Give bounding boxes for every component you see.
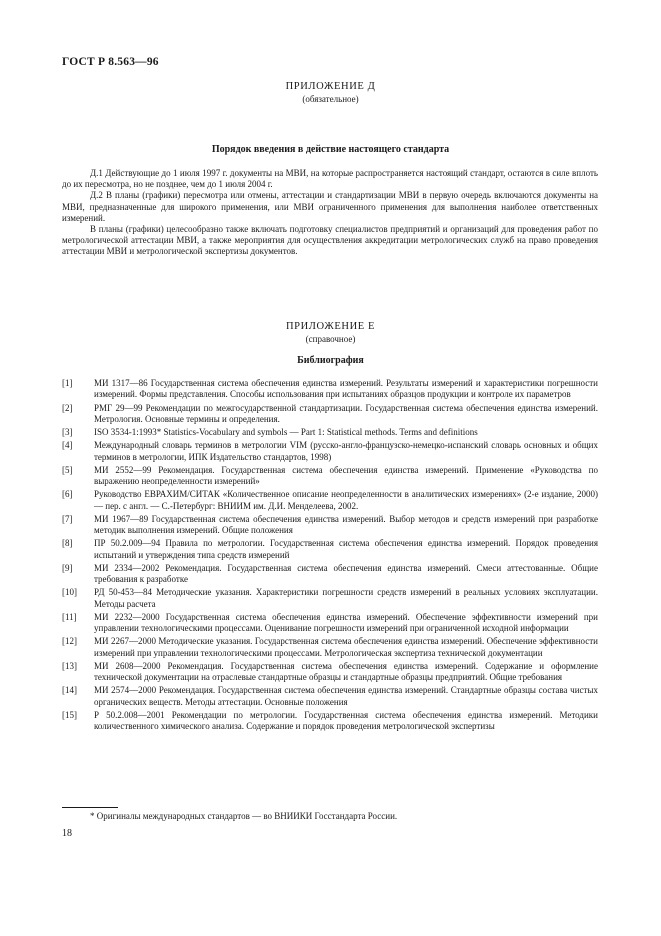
footnote-divider	[62, 807, 118, 808]
bibliography-item-number: [13]	[62, 660, 77, 671]
bibliography-item-text: МИ 2608—2000 Рекомендация. Государственная система обеспечения единства измерений. Содержание и оформление технической документации на отраслевые стандартные образцы и стандартные образцы предприятий. Общие требования	[94, 660, 598, 682]
appendix-d-body	[62, 168, 598, 258]
bibliography-item-number: [4]	[62, 440, 73, 451]
bibliography-item-text: МИ 1967—89 Государственная система обеспечения единства измерений. Выбор методов и средств измерений при разработке методик выполнения измерений. Общие положения	[94, 513, 598, 535]
bibliography-item-number: [12]	[62, 636, 77, 647]
bibliography-item	[62, 587, 598, 609]
bibliography-item-text: МИ 2334—2002 Рекомендация. Государственная система обеспечения единства измерений. Смеси аттестованные. Общие требования к разработке	[94, 562, 598, 584]
bibliography-item-text: МИ 2552—99 Рекомендация. Государственная система обеспечения единства измерений. Применение «Руководства по выражению неопределенности измерений»	[94, 464, 598, 486]
page-number: 18	[62, 828, 72, 839]
bibliography-item-number: [1]	[62, 378, 73, 388]
bibliography-item-number: [10]	[62, 587, 77, 598]
appendix-e-subtitle: (справочное)	[305, 334, 356, 344]
bibliography-list	[62, 378, 598, 734]
bibliography-item	[62, 378, 598, 400]
bibliography-item-text: Международный словарь терминов в метрологии VIM (русско-англо-французско-немецко-испанский словарь основных и общих терминов в метрологии, ИПК Издательство стандартов, 1998)	[94, 440, 598, 462]
paragraph: Д.1 Действующие до 1 июля 1997 г. документы на МВИ, на которые распространяется настоящий стандарт, остаются в силе вплоть до их пересмотра, но не позднее, чем до 1 июля 2004 г.	[62, 168, 598, 190]
bibliography-item-text: РМГ 29—99 Рекомендации по межгосударственной стандартизации. Государственная система обеспечения единства измерений. Метрология. Основные термины и определения.	[94, 402, 598, 424]
bibliography-item	[62, 403, 598, 425]
bibliography-item-number: [6]	[62, 489, 73, 500]
bibliography-item-text: МИ 1317—86 Государственная система обеспечения единства измерений. Результаты измерений и характеристики погрешности измерений. Формы представления. Способы использования при испытаниях образцов продукции и контроле их параметров	[94, 378, 598, 400]
bibliography-item-text: МИ 2232—2000 Государственная система обеспечения единства измерений. Обеспечение эффективности измерений при управлении технологическими процессами. Оценивание погрешности измерений при ограниченной исходной информации	[94, 611, 598, 633]
bibliography-item-text: ПР 50.2.009—94 Правила по метрологии. Государственная система обеспечения единства измерений. Порядок проведения испытаний и утверждения типа средств измерений	[94, 538, 598, 560]
bibliography-item-number: [2]	[62, 402, 73, 413]
bibliography-item	[62, 636, 598, 658]
bibliography-item-number: [9]	[62, 562, 73, 573]
bibliography-item-text: РД 50-453—84 Методические указания. Характеристики погрешности средств измерений в реальных условиях эксплуатации. Методы расчета	[94, 587, 598, 609]
bibliography-item	[62, 538, 598, 560]
paragraph: В планы (графики) целесообразно также включать подготовку специалистов предприятий и организаций для проведения работ по метрологической аттестации МВИ, а также мероприятия для осуществления аккредитации метрологических служб на право проведения аттестации МВИ и метрологической экспертизы документов.	[62, 224, 598, 257]
bibliography-item	[62, 514, 598, 536]
bibliography-item	[62, 612, 598, 634]
bibliography-item	[62, 563, 598, 585]
bibliography-item-number: [11]	[62, 611, 77, 622]
bibliography-item-number: [14]	[62, 685, 77, 696]
bibliography-item	[62, 440, 598, 462]
bibliography-item	[62, 661, 598, 683]
bibliography-item-text: Р 50.2.008—2001 Рекомендации по метрологии. Государственная система обеспечения единства измерений. Методики количественного химического анализа. Содержание и порядок проведения метрологической экспертизы	[94, 709, 598, 731]
bibliography-item	[62, 427, 598, 438]
bibliography-item	[62, 489, 598, 511]
bibliography-item-number: [15]	[62, 709, 77, 720]
bibliography-item-text: ISO 3534-1:1993* Statistics-Vocabulary and symbols — Part 1: Statistical methods. Terms and definitions	[94, 427, 478, 437]
bibliography-item	[62, 710, 598, 732]
appendix-d-subtitle: (обязательное)	[302, 94, 359, 104]
bibliography-item-number: [3]	[62, 427, 73, 437]
bibliography-item-text: Руководство ЕВРАХИМ/СИТАК «Количественное описание неопределенности в аналитических измерениях» (2-е издание, 2000) — пер. с англ. — С.-Петербург: ВНИИМ им. Д.И. Менделеева, 2002.	[94, 489, 598, 511]
document-code-header: ГОСТ Р 8.563—96	[62, 56, 159, 68]
bibliography-item-text: МИ 2267—2000 Методические указания. Государственная система обеспечения единства измерений. Обеспечение эффективности измерений при управлении технологическими процессами. Метрологическая экспертиза технической документации	[94, 636, 598, 658]
paragraph: Д.2 В планы (графики) пересмотра или отмены, аттестации и стандартизации МВИ в первую очередь включаются документы на МВИ, предназначенные для широкого применения, или МВИ ограниченного применения для выполнения наиболее ответственных измерений.	[62, 190, 598, 223]
bibliography-item-number: [5]	[62, 464, 73, 475]
bibliography-item	[62, 465, 598, 487]
footnote: * Оригиналы международных стандартов — во ВНИИКИ Госстандарта России.	[90, 811, 398, 821]
bibliography-item-number: [8]	[62, 538, 73, 549]
bibliography-heading: Библиография	[297, 355, 364, 366]
appendix-d-heading: Порядок введения в действие настоящего стандарта	[211, 144, 450, 155]
bibliography-item-number: [7]	[62, 513, 73, 524]
bibliography-item	[62, 685, 598, 707]
appendix-e-title: ПРИЛОЖЕНИЕ Е	[285, 321, 376, 332]
appendix-d-title: ПРИЛОЖЕНИЕ Д	[285, 81, 376, 92]
bibliography-item-text: МИ 2574—2000 Рекомендация. Государственная система обеспечения единства измерений. Стандартные образцы состава чистых органических веществ. Методы аттестации. Основные положения	[94, 685, 598, 707]
